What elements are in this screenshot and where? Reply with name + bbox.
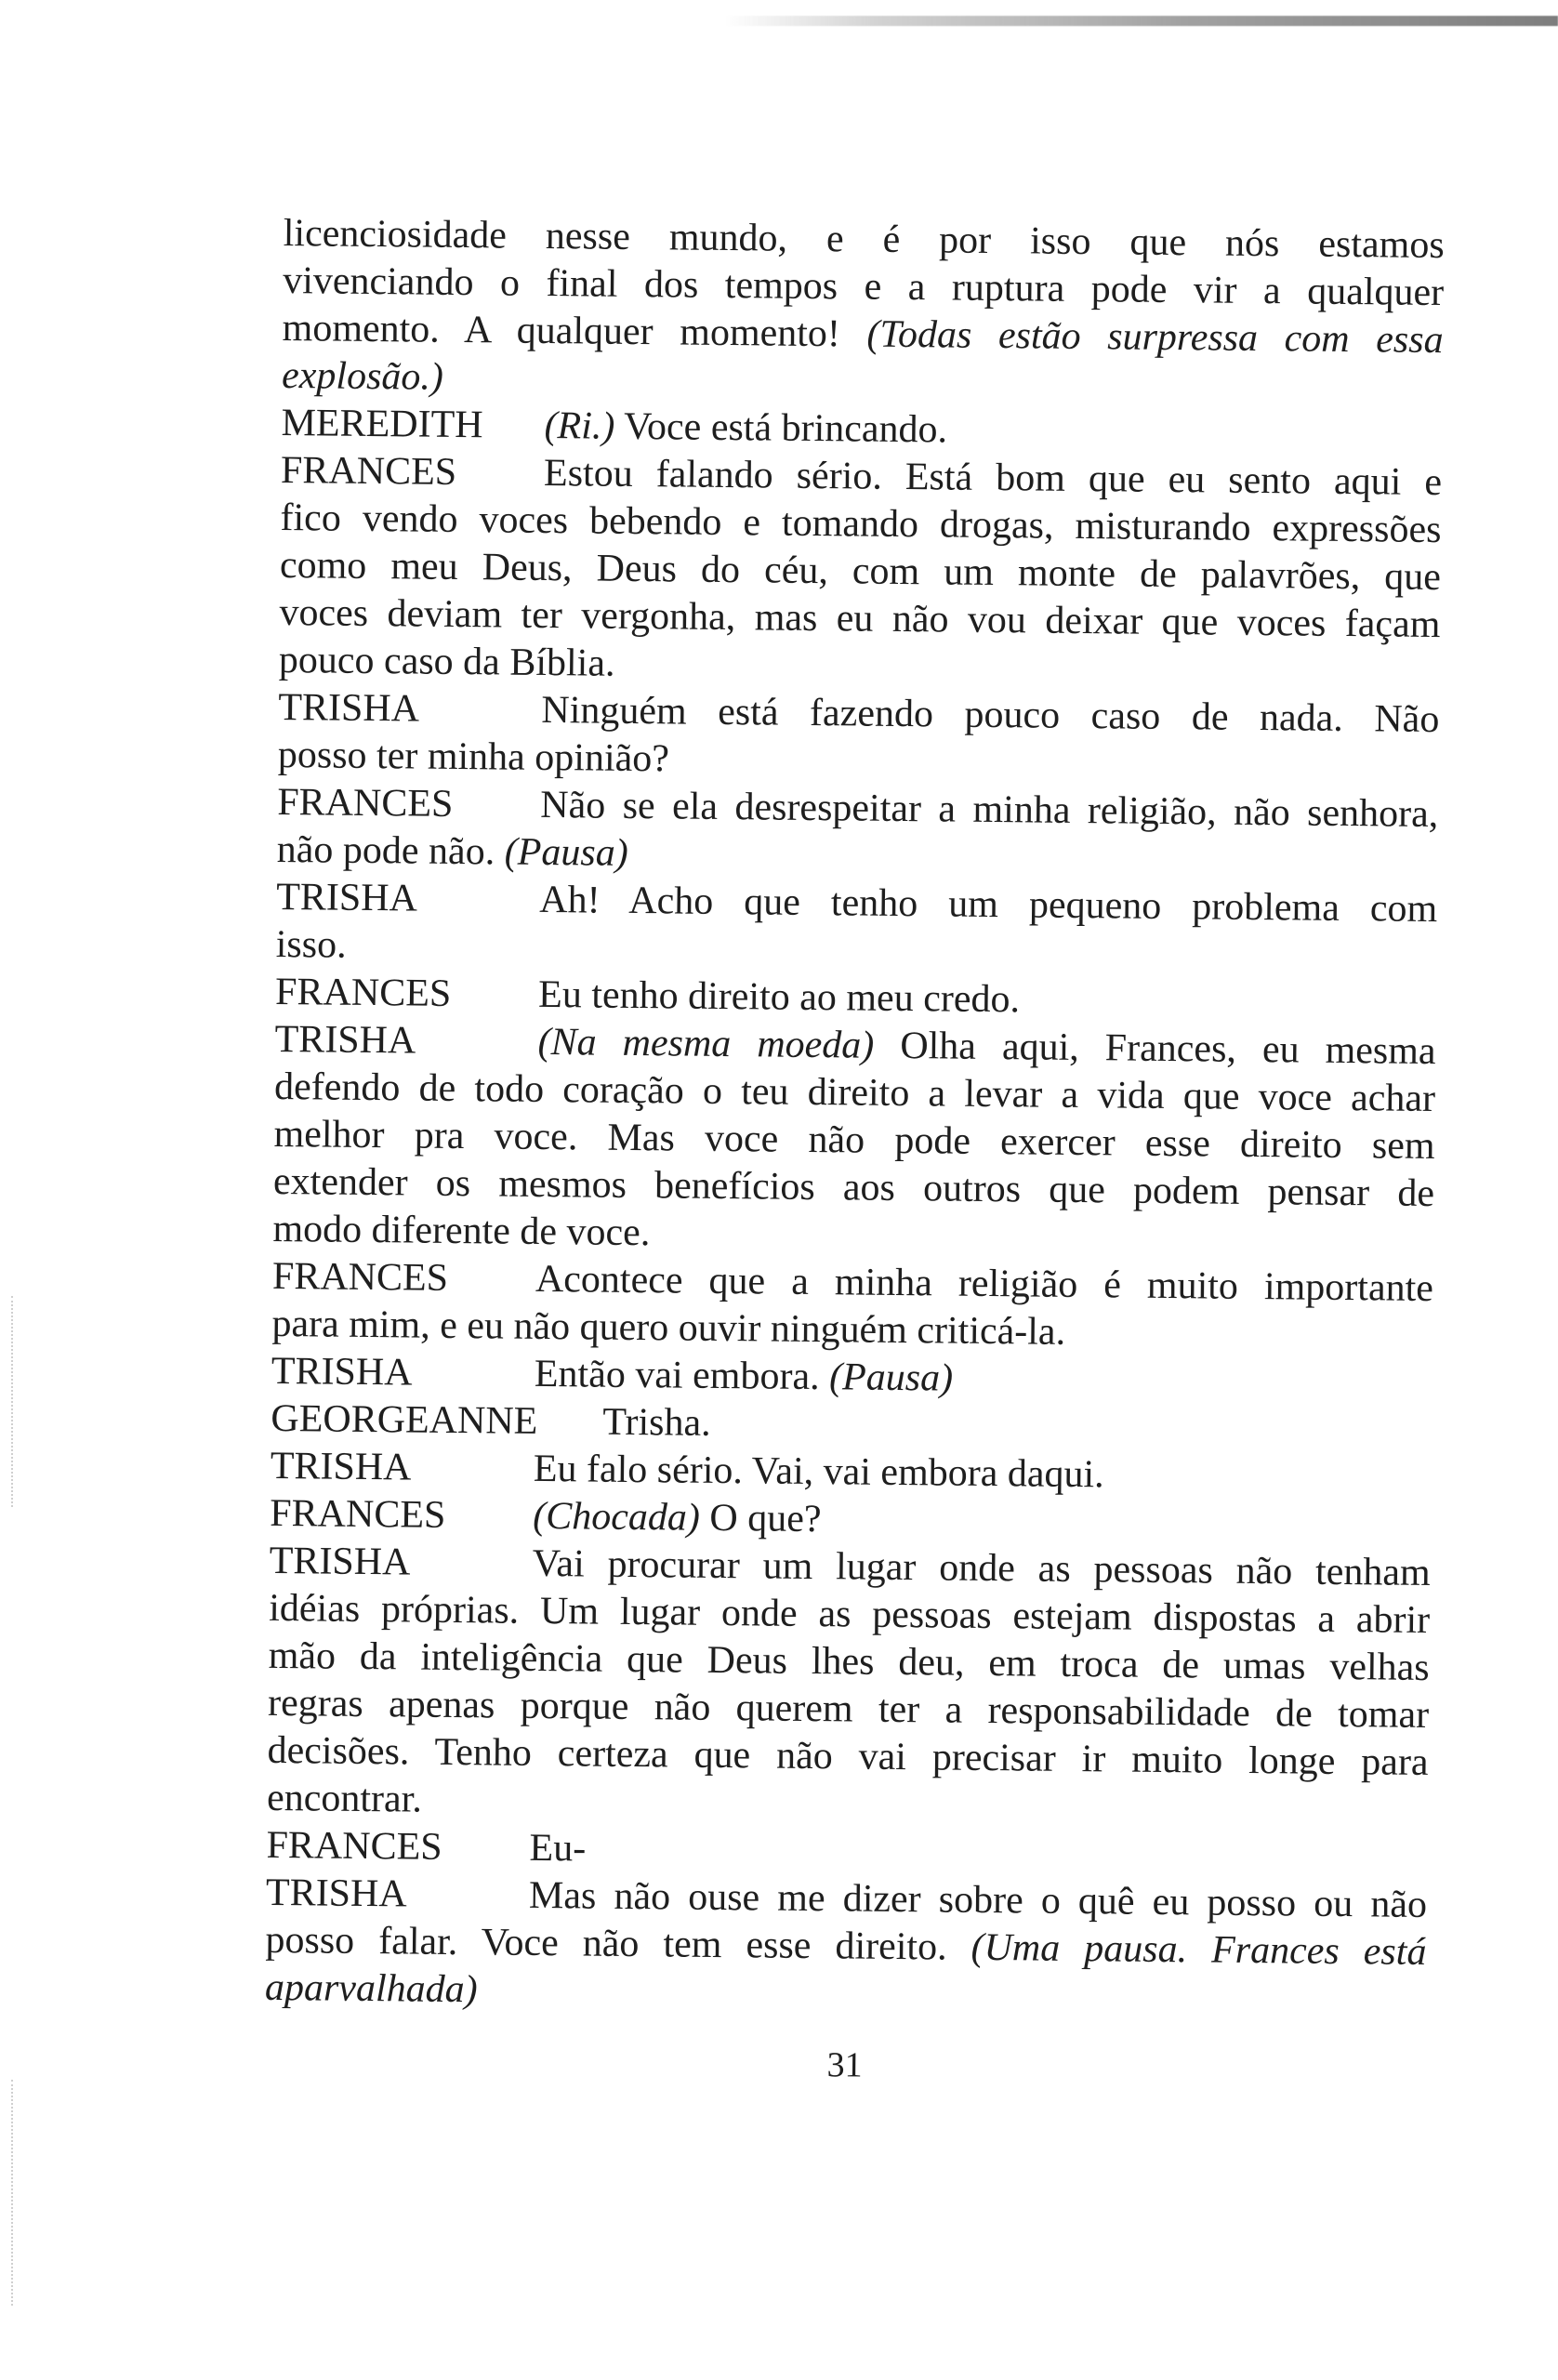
dialogue-text: idéias próprias. Um lugar onde as pessoas estejam dispostas a abrir <box>269 1586 1431 1642</box>
stage-direction: (Uma pausa. Frances está <box>970 1925 1427 1974</box>
speaker-name: TRISHA <box>271 1349 413 1395</box>
dialogue-text: voces deviam ter vergonha, mas eu não vou deixar que voces façam <box>279 590 1441 647</box>
speech-frances <box>279 447 1443 696</box>
dialogue-text: Trisha. <box>602 1400 711 1445</box>
dialogue-text: momento. A qualquer momento! <box>282 306 841 356</box>
speech-frances <box>271 1253 1433 1360</box>
speech-trisha <box>265 1870 1428 2024</box>
stage-direction: (Na mesma moeda) <box>537 1020 875 1067</box>
speaker-name: TRISHA <box>270 1444 412 1489</box>
dialogue-text: Voce está brincando. <box>623 404 948 452</box>
dialogue-text: Eu- <box>529 1826 587 1871</box>
speech-trisha <box>267 1538 1431 1834</box>
stage-direction: (Todas estão surpressa com essa <box>866 312 1444 363</box>
dialogue-text: Então vai embora. <box>534 1352 820 1399</box>
dialogue-text: para mim, e eu não quero ouvir ninguém criticá-la. <box>271 1302 1066 1354</box>
speaker-name: FRANCES <box>274 970 452 1015</box>
speaker-name: TRISHA <box>276 875 418 920</box>
speaker-name: TRISHA <box>274 1017 416 1063</box>
play-script-text <box>264 210 1445 2096</box>
dialogue-text: fico vendo voces bebendo e tomando drogas, misturando expressões <box>280 496 1442 552</box>
scan-edge-noise <box>11 1296 13 1507</box>
speech-trisha <box>278 684 1440 791</box>
dialogue-text: Ah! Acho que tenho um pequeno problema com <box>539 878 1438 932</box>
dialogue-text: melhor pra voce. Mas voce não pode exercer esse direito sem <box>273 1112 1435 1169</box>
dialogue-text: Vai procurar um lugar onde as pessoas não tenham <box>532 1541 1431 1594</box>
dialogue-text: posso ter minha opinião? <box>277 733 670 781</box>
scan-edge-shadow <box>725 16 1558 26</box>
speaker-name: FRANCES <box>277 780 454 826</box>
dialogue-text: isso. <box>275 922 347 967</box>
speaker-name: TRISHA <box>278 685 420 731</box>
speaker-name: FRANCES <box>271 1254 449 1300</box>
stage-direction: aparvalhada) <box>264 1965 478 2012</box>
dialogue-text: modo diferente de voce. <box>272 1207 651 1255</box>
speaker-name: FRANCES <box>266 1823 442 1869</box>
dialogue-text: regras apenas porque não querem ter a responsabilidade de tomar <box>267 1681 1430 1737</box>
dialogue-text: encontrar. <box>266 1776 423 1821</box>
speech-trisha <box>272 1016 1436 1265</box>
dialogue-text: Olha aqui, Frances, eu mesma <box>900 1024 1436 1074</box>
speaker-name: GEORGEANNE <box>271 1396 538 1443</box>
dialogue-text: extender os mesmos benefícios aos outros que podem pensar de <box>272 1159 1435 1216</box>
speaker-name: FRANCES <box>270 1491 446 1537</box>
dialogue-text: licenciosidade nesse mundo, e é por isso que nós estamos <box>283 211 1445 268</box>
dialogue-text: vivenciando o final dos tempos e a ruptura pode vir a qualquer <box>282 258 1445 315</box>
dialogue-text: Acontece que a minha religião é muito importante <box>535 1257 1434 1311</box>
speaker-name: MEREDITH <box>281 401 483 447</box>
dialogue-text: Ninguém está fazendo pouco caso de nada. Não <box>541 688 1440 742</box>
dialogue-text: Não se ela desrespeitar a minha religião, não senhora, <box>540 783 1439 837</box>
speech-trisha <box>275 874 1437 981</box>
dialogue-text: não pode não. <box>276 827 495 874</box>
scan-edge-noise <box>11 2080 13 2306</box>
stage-direction: (Chocada) <box>533 1494 701 1540</box>
speaker-name: FRANCES <box>280 448 457 494</box>
dialogue-text: posso falar. Voce não tem esse direito. <box>265 1918 947 1969</box>
continued-speech <box>282 210 1445 412</box>
speech-frances <box>277 779 1439 886</box>
speaker-name: TRISHA <box>265 1871 407 1916</box>
stage-direction: (Pausa) <box>828 1355 954 1400</box>
dialogue-text: Estou falando sério. Está bom que eu sento aqui e <box>543 451 1443 505</box>
speaker-name: TRISHA <box>269 1539 411 1584</box>
dialogue-text: Eu tenho direito ao meu credo. <box>537 972 1021 1022</box>
stage-direction: explosão.) <box>281 353 444 399</box>
dialogue-text: decisões. Tenho certeza que não vai precisar ir muito longe para <box>267 1728 1429 1784</box>
dialogue-text: pouco caso da Bíblia. <box>278 638 615 685</box>
stage-direction: (Pausa) <box>504 830 628 875</box>
dialogue-text: mão da inteligência que Deus lhes deu, em troca de umas velhas <box>268 1633 1430 1689</box>
dialogue-text: defendo de todo coração o teu direito a levar a vida que voce achar <box>273 1064 1436 1121</box>
dialogue-text: como meu Deus, Deus do céu, com um monte de palavrões, que <box>279 543 1442 600</box>
stage-direction: (Ri.) <box>544 403 615 448</box>
dialogue-text: Eu falo sério. Vai, vai embora daqui. <box>533 1447 1104 1497</box>
dialogue-text: Mas não ouse me dizer sobre o quê eu posso ou não <box>528 1873 1428 1926</box>
dialogue-text: O que? <box>709 1496 822 1541</box>
page-number: 31 <box>826 2045 863 2085</box>
